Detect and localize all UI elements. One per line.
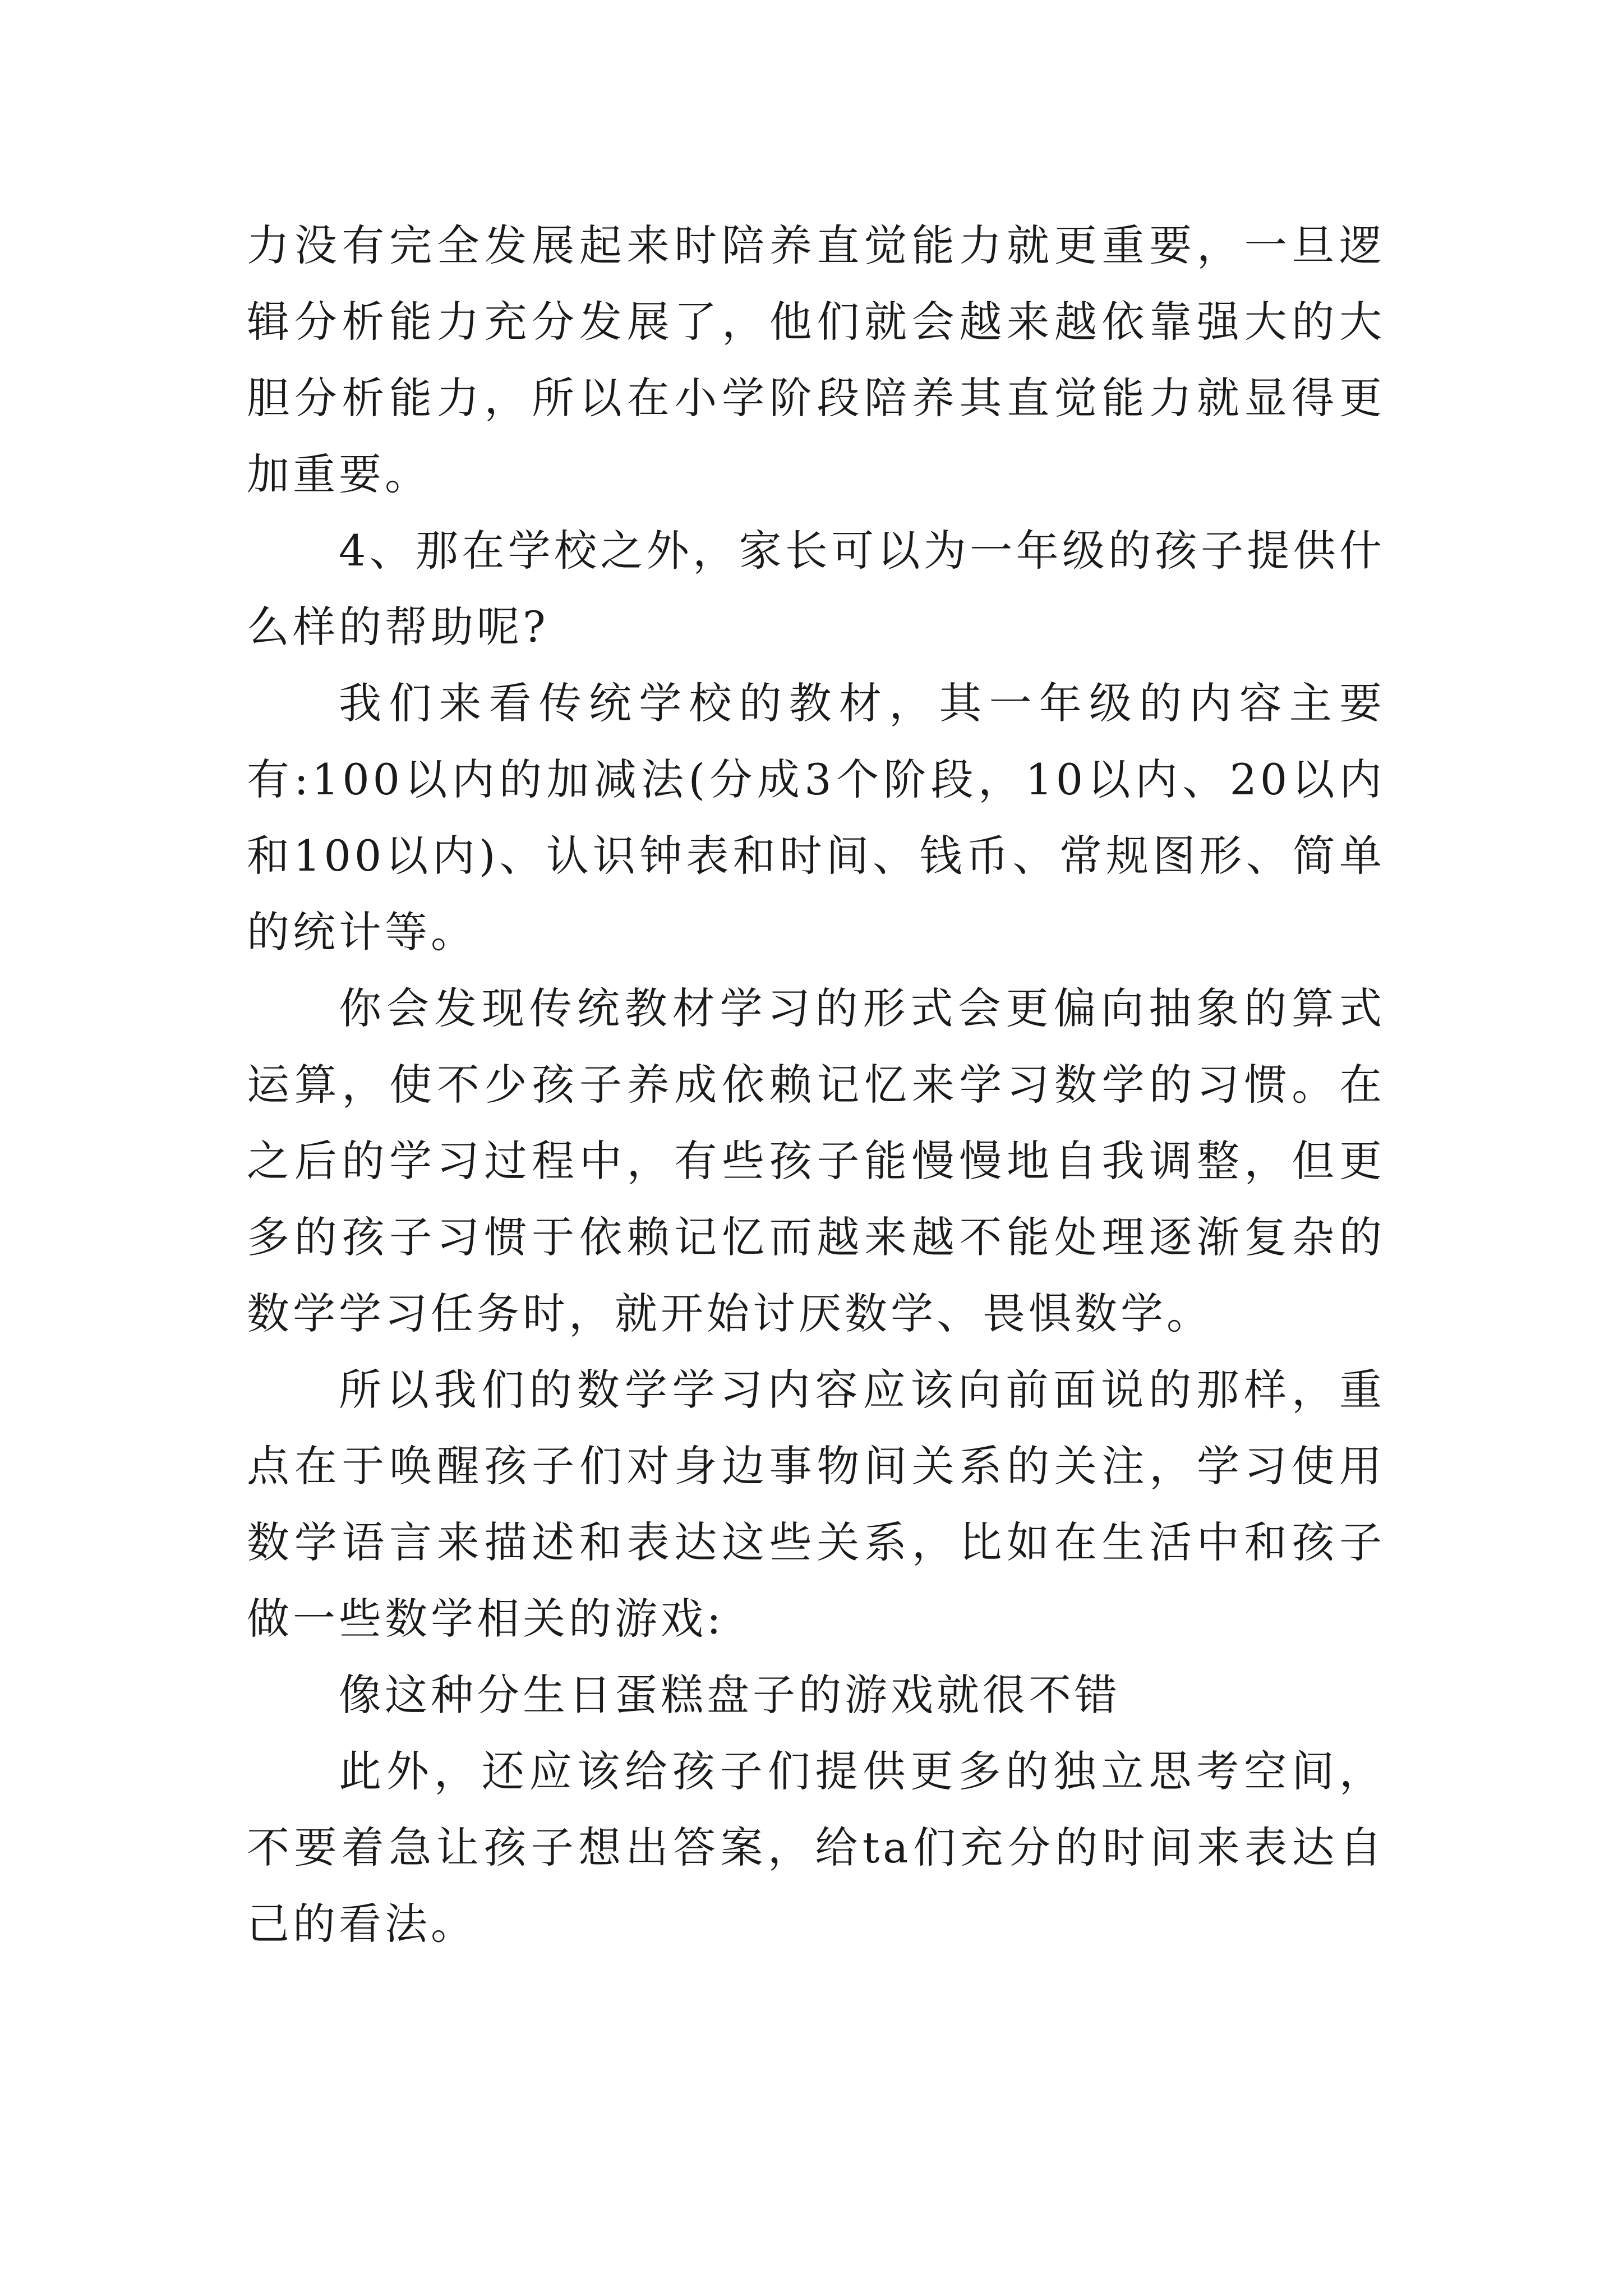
- paragraph-thinking-space: 此外，还应该给孩子们提供更多的独立思考空间，不要着急让孩子想出答案，给ta们充分的时间来表达自己的看法。: [247, 1746, 1385, 1949]
- paragraph-textbook-content: 我们来看传统学校的教材，其一年级的内容主要有:100以内的加减法(分成3个阶段，10以内、20以内和100以内)、认识钟表和时间、钱币、常规图形、简单的统计等。: [247, 678, 1385, 957]
- paragraph-traditional-teaching: 你会发现传统教材学习的形式会更偏向抽象的算式运算，使不少孩子养成依赖记忆来学习数学的习惯。在之后的学习过程中，有些孩子能慢慢地自我调整，但更多的孩子习惯于依赖记忆而越来越不能处理逐渐复杂的数学学习任务时，就开始讨厌数学、畏惧数学。: [247, 983, 1385, 1338]
- paragraph-cake-game: 像这种分生日蛋糕盘子的游戏就很不错: [339, 1670, 1121, 1720]
- paragraph-learning-focus: 所以我们的数学学习内容应该向前面说的那样，重点在于唤醒孩子们对身边事物间关系的关注，学习使用数学语言来描述和表达这些关系，比如在生活中和孩子做一些数学相关的游戏:: [247, 1365, 1385, 1644]
- paragraph-continuation: 力没有完全发展起来时陪养直觉能力就更重要，一旦逻辑分析能力充分发展了，他们就会越来越依靠强大的大胆分析能力，所以在小学阶段陪养其直觉能力就显得更加重要。: [247, 220, 1385, 499]
- document-body: [247, 208, 1385, 1962]
- paragraph-question-4: 4、那在学校之外，家长可以为一年级的孩子提供什么样的帮助呢?: [247, 526, 1385, 652]
